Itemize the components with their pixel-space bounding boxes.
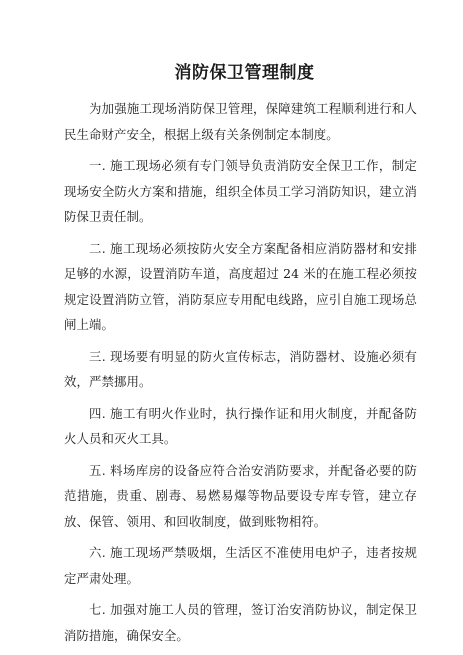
paragraph-2: 二. 施工现场必须按防火安全方案配备相应消防器材和安排足够的水源，设置消防车道，高度超过 24 米的在施工程必须按规定设置消防立管，消防泵应专用配电线路，应引自施工现场总闸上端。 — [64, 240, 417, 332]
paragraph-5: 五. 料场库房的设备应符合治安消防要求，并配备必要的防范措施，贵重、剧毒、易燃易爆等物品要设专库专管，建立存放、保管、领用、和回收制度，做到账物相符。 — [64, 462, 417, 529]
paragraph-6: 六. 施工现场严禁吸烟，生活区不准使用电炉子，违者按规定严肃处理。 — [64, 545, 417, 586]
document-title: 消防保卫管理制度 — [174, 63, 315, 83]
paragraph-3: 三. 现场要有明显的防火宣传标志，消防器材、设施必须有效，严禁挪用。 — [64, 348, 417, 389]
paragraph-1: 一. 施工现场必须有专门领导负责消防安全保卫工作，制定现场安全防火方案和措施，组织全体员工学习消防知识，建立消防保卫责任制。 — [64, 158, 417, 224]
paragraph-7: 七. 加强对施工人员的管理，签订治安消防协议，制定保卫消防措施，确保安全。 — [64, 602, 417, 643]
paragraph-4: 四. 施工有明火作业时，执行操作证和用火制度，并配备防火人员和灭火工具。 — [64, 405, 417, 446]
paragraph-intro: 为加强施工现场消防保卫管理，保障建筑工程顺利进行和人民生命财产安全，根据上级有关条例制定本制度。 — [64, 101, 417, 142]
